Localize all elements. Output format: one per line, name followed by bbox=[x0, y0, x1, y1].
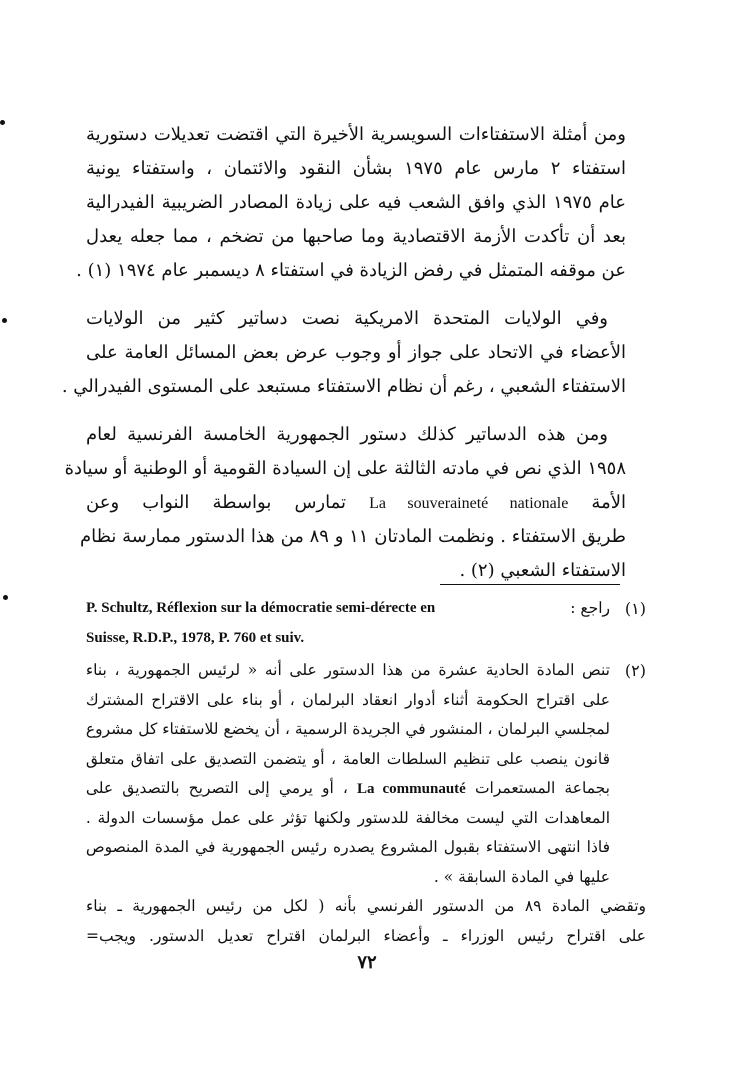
footnote-line: على اقتراح الحكومة أثناء أدوار انعقاد البرلمان ، أو بناء على الاقتراح المشترك bbox=[85, 690, 610, 709]
text-line-mixed bbox=[86, 486, 626, 520]
french-term: La communauté bbox=[357, 781, 466, 797]
footnote-line-mixed bbox=[86, 774, 610, 804]
margin-dot bbox=[2, 318, 7, 323]
footnote-continuation bbox=[86, 892, 646, 951]
text-line: عن موقفه المتمثل في رفض الزيادة في استفتاء ٨ ديسمبر عام ١٩٧٤ (١) . bbox=[76, 260, 626, 281]
footnote-number: (١) bbox=[624, 599, 646, 618]
arabic-segment: بجماعة المستعمرات bbox=[474, 779, 610, 797]
footnote-2 bbox=[86, 656, 646, 892]
page-number: ٧٢ bbox=[357, 952, 377, 973]
text-line: الاستفتاء الشعبي (٢) . bbox=[459, 560, 626, 581]
text-line: ومن هذه الدساتير كذلك دستور الجمهورية الخامسة الفرنسية لعام bbox=[86, 424, 608, 445]
footnote-line-mixed bbox=[86, 594, 610, 624]
arabic-segment: ، أو يرمي إلى التصريح بالتصديق على bbox=[85, 779, 348, 797]
footnote-1 bbox=[86, 594, 646, 653]
footnote-number: (٢) bbox=[624, 661, 646, 680]
text-line: ومن أمثلة الاستفتاءات السويسرية الأخيرة التي اقتضت تعديلات دستورية bbox=[86, 124, 626, 145]
paragraph-3 bbox=[64, 418, 626, 588]
footnote-line: تنص المادة الحادية عشرة من هذا الدستور على أنه « لرئيس الجمهورية ، بناء bbox=[85, 661, 610, 679]
main-text bbox=[61, 118, 626, 602]
text-line: الأعضاء في الاتحاد على جواز أو وجوب عرض بعض المسائل العامة على bbox=[86, 342, 626, 363]
text-line: ١٩٥٨ الذي نص في مادته الثالثة على إن السيادة القومية أو الوطنية أو سيادة bbox=[64, 458, 626, 479]
footnote-ref-word: راجع : bbox=[570, 599, 610, 617]
text-line: الاستفتاء الشعبي ، رغم أن نظام الاستفتاء مستبعد على المستوى الفيدرالي . bbox=[61, 376, 626, 397]
footnote-body bbox=[86, 656, 610, 892]
footnote-separator bbox=[440, 584, 620, 585]
footnote-line: المعاهدات التي ليست مخالفة للدستور ولكنها تؤثر على عمل مؤسسات الدولة . bbox=[85, 808, 610, 827]
footnote-line: على اقتراح رئيس الوزراء ـ وأعضاء البرلمان اقتراح تعديل الدستور. ويجب= bbox=[86, 926, 646, 945]
text-line: وفي الولايات المتحدة الامريكية نصت دساتير كثير من الولايات bbox=[86, 308, 608, 329]
text-line: طريق الاستفتاء . ونظمت المادتان ١١ و ٨٩ من هذا الدستور ممارسة نظام bbox=[79, 526, 626, 547]
text-line: عام ١٩٧٥ الذي وافق الشعب فيه على زيادة المصادر الضريبية الفيدرالية bbox=[86, 192, 626, 213]
arabic-segment: تمارس بواسطة النواب وعن bbox=[86, 492, 347, 513]
paragraph-1 bbox=[76, 118, 626, 288]
text-line: بعد أن تأكدت الأزمة الاقتصادية وما صاحبها من تضخم ، مما جعله يعدل bbox=[86, 226, 626, 247]
reference-citation: Suisse, R.D.P., 1978, P. 760 et suiv. bbox=[86, 629, 305, 646]
margin-dot bbox=[3, 595, 8, 600]
footnotes bbox=[86, 594, 646, 951]
paragraph-2 bbox=[61, 302, 626, 404]
footnote-line: وتقضي المادة ٨٩ من الدستور الفرنسي بأنه ( لكل من رئيس الجمهورية ـ بناء bbox=[86, 897, 646, 915]
reference-citation: P. Schultz, Réflexion sur la démocratie semi-dérecte en bbox=[86, 600, 436, 616]
footnote-line: فاذا انتهى الاستفتاء بقبول المشروع يصدره رئيس الجمهورية في المدة المنصوص bbox=[85, 838, 610, 856]
arabic-segment: الأمة bbox=[591, 492, 626, 513]
text-line: استفتاء ٢ مارس عام ١٩٧٥ بشأن النقود والائتمان ، واستفتاء يونية bbox=[86, 158, 626, 179]
footnote-body bbox=[86, 594, 610, 653]
footnote-line: عليها في المادة السابقة » . bbox=[433, 867, 610, 886]
margin-dot bbox=[0, 120, 5, 125]
footnote-line: لمجلسي البرلمان ، المنشور في الجريدة الرسمية ، أن يخضع للاستفتاء كل مشروع bbox=[85, 720, 610, 738]
french-term: La souveraineté nationale bbox=[369, 495, 569, 512]
footnote-line: قانون ينصب على تنظيم السلطات العامة ، أو يتضمن التصديق على اتفاق متعلق bbox=[85, 749, 610, 768]
